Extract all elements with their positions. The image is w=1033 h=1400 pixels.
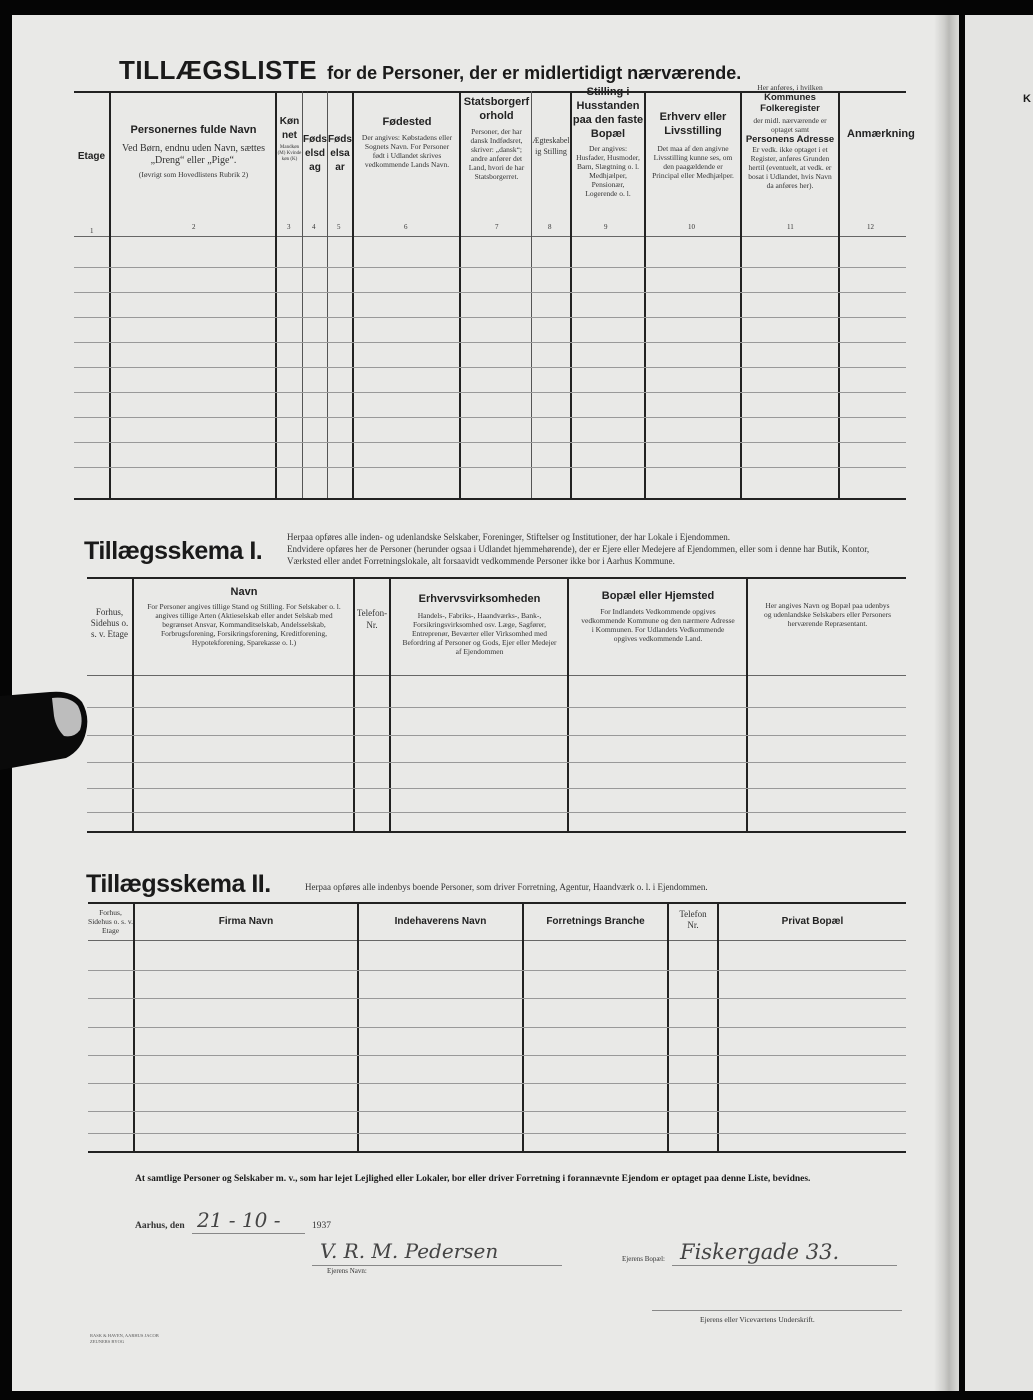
owner-name-label: Ejerens Navn: xyxy=(327,1267,367,1275)
year: 1937 xyxy=(312,1221,331,1231)
col-gender-header: Kønnet Mandkøn (M) Kvindekøn (K) xyxy=(277,116,302,162)
col-remarks-header: Anmærkning xyxy=(847,128,915,140)
col-register-header: Her anføres, i hvilken Kommunes Folkeregister der midl. nærværende er optaget samt Personens Adresse Er vedk. ikke optaget i et Register, anføres Grunden hertil (eventuelt, at vedk. er bosat i Udlandet, hvis Navn da anføres her). xyxy=(745,83,835,190)
page-fold xyxy=(934,15,959,1391)
page-title xyxy=(119,55,741,86)
schema-1-title: Tillægsskema I. xyxy=(84,537,263,565)
schema-1-col-business: Erhvervsvirksomheden Handels-, Fabriks-, Haandværks-, Bank-, Forsikringsvirksomhed osv. Læge, Sagfører, Entreprenør, Beværter eller Virksomhed med Befordring af Personer og Gods, Ejer eller Medejer af Ejendommen xyxy=(402,593,557,656)
schema-2-col-floor: Forhus, Sidehus o. s. v. Etage xyxy=(88,908,133,935)
schema-2-description: Herpaa opføres alle indenbys boende Personer, som driver Forretning, Agentur, Haandværk o. l. i Ejendommen. xyxy=(305,882,708,892)
printer-mark: RASK & HAVEN, AARHUS JACOB ZEUNERS BYOG xyxy=(90,1333,159,1344)
schema-2-col-owner: Indehaverens Navn xyxy=(394,916,487,927)
schema-1-col-floor: Forhus, Sidehus o. s. v. Etage xyxy=(90,607,129,639)
col-household-header: Stilling i Husstanden paa den faste Bopæl Der angives: Husfader, Husmoder, Barn, Slægtning o. l. Medhjælper, Pensionær, Logerende o. l. xyxy=(572,86,644,198)
col-marital-header: Ægteskabelig Stilling xyxy=(532,136,570,156)
facing-page-letter: K xyxy=(1023,93,1031,105)
col-occupation-header: Erhverv eller Livsstilling Det maa af den angivne Livsstilling kunne ses, om den paagældende er Principal eller Medhjælper. xyxy=(652,111,734,180)
title-rest: for de Personer, der er midlertidigt nærværende. xyxy=(327,63,742,83)
form-page: TILLÆGSLISTE for de Personer, der er midlertidigt nærværende. Etage Personernes fulde Navn Ved Børn, endnu uden Navn, sættes „Dreng“ eller „Pige“. (Iøvrigt som Hovedlistens Rubrik 2) Kønnet Mandkøn (M) Kvindekøn (K) Fødselsdag Fødselsaar Fødested Der angives: Købstadens eller Sognets Navn. For Personer født i Udlandet skrives vedkommende Lands Navn. Statsborgerforhold Personer, der har dansk Indfødsret, skriver: „dansk“; andre anfører det Land, hvori de har Statsborgerret. Ægteskabelig Stilling Stilling i Husstanden paa den faste Bopæl Der angives: Husfader, Husmoder, Barn, Slægtning o. l. Medhjælper, Pensionær, Logerende o. l. Erhverv eller Livsstilling Det maa af den angivne Livsstilling kunne ses, om den paagældende er Principal eller Medhjælper. Her anføres, i hvilken Kommunes Folkeregister der midl. nærværende er optaget samt Personens Adresse Er vedk. ikke optaget i et Register, anføres Grunden hertil (eventuelt, at vedk. er bosat i Udlandet, hvis Navn da anføres her). Anmærkning 1 2 3 4 5 6 7 8 9 10 11 12 Tillægsskema I. Herpaa opføres alle inden- og udenlandske Selskaber, Foreninger, Stiftelser og Institutioner, der har Lokale i Ejendommen. Endvidere opføres her de Personer (herunder ogsaa i Udlandet hjemmehørende), der er Ejere eller Medejere af Ejendommen, eller som i denne har Butik, Kontor, Værksted eller andet Forretningslokale, alt forsaavidt vedkommende Personer ikke bor i Aarhus Kommune. Forhus, Sidehus o. s. v. Etage Navn For Personer angives tillige Stand og Stilling. For Selskaber o. l. angives tillige Arten (Aktieselskab eller andet Selskab med begrænset Ansvar, Kommanditselskab, Andelsselskab, Forbrugsforening, Forsikringsforening, Kreditforening, Hypotekforening, Sparekasse o. l.) Telefon-Nr. Erhvervsvirksomheden Handels-, Fabriks-, Haandværks-, Bank-, Forsikringsvirksomhed osv. Læge, Sagfører, Entreprenør, Beværter eller Virksomhed med Befordring af Personer og Gods, Ejer eller Medejer af Ejendommen Bopæl eller Hjemsted For Indlandets Vedkommende opgives vedkommende Kommune og den nærmere Adresse i Kommunen. For Udlandets Vedkommende opgives vedkommende Land. Her angives Navn og Bopæl paa udenbys og udenlandske Selskabers eller Personers herværende Repræsentant. Tillægsskema II. Herpaa opføres alle indenbys boende Personer, som driver Forretning, Agentur, Haandværk o. l. i Ejendommen. Forhus, Sidehus o. s. v. Etage Firma Navn Indehaverens Navn Forretnings Branche Telefon Nr. Privat Bopæl At samtlige Personer og Selskaber m. v., som har lejet Lejlighed eller Lokaler, bor eller driver Forretning i forannævnte Ejendom er optaget paa denne Liste, bevidnes. Aarhus, den 21 - 10 - 1937 V. R. M. Pedersen Ejerens Navn: Ejerens Bopæl: Fiskergade 33. Ejerens eller Viceværtens Underskrift. RASK & HAVEN, AARHUS JACOB ZEUNERS BYOG xyxy=(12,15,959,1391)
col-birthyear-header: Fødselsaar xyxy=(328,134,352,173)
owner-address-label: Ejerens Bopæl: xyxy=(622,1255,665,1263)
schema-1-col-residence: Bopæl eller Hjemsted For Indlandets Vedkommende opgives vedkommende Kommune og den nærmere Adresse i Kommunen. For Udlandets Vedkommende opgives vedkommende Land. xyxy=(581,590,735,643)
schema-1-col-representative: Her angives Navn og Bopæl paa udenbys og udenlandske Selskabers eller Personers herværende Repræsentant. xyxy=(763,601,892,628)
schema-2-col-private: Privat Bopæl xyxy=(781,916,844,927)
col-birthday-header: Fødselsdag xyxy=(303,134,327,173)
facing-page-edge xyxy=(965,15,1033,1391)
col-birthplace-header: Fødested Der angives: Købstadens eller Sognets Navn. For Personer født i Udlandet skrives vedkommende Lands Navn. xyxy=(361,116,453,169)
handwritten-owner-address: Fiskergade 33. xyxy=(680,1240,840,1264)
city-date-label: Aarhus, den xyxy=(135,1221,185,1231)
schema-2-title: Tillægsskema II. xyxy=(86,870,271,898)
col-citizenship-header: Statsborgerforhold Personer, der har dansk Indfødsret, skriver: „dansk“; andre anfører det Land, hvori de har Statsborgerret. xyxy=(463,96,530,181)
schema-2-col-firm: Firma Navn xyxy=(218,916,274,927)
title-main: TILLÆGSLISTE xyxy=(119,55,318,85)
handwritten-date: 21 - 10 - xyxy=(197,1208,281,1232)
signature-label: Ejerens eller Viceværtens Underskrift. xyxy=(700,1315,815,1324)
schema-1-description: Herpaa opføres alle inden- og udenlandske Selskaber, Foreninger, Stiftelser og Institutioner, der har Lokale i Ejendommen. Endvidere opføres her de Personer (herunder ogsaa i Udlandet hjemmehørende), der er Ejere eller Medejere af Ejendommen, eller som i denne har Butik, Kontor, Værksted eller andet Forretningslokale, alt forsaavidt vedkommende Personer ikke bor i Aarhus Kommune. xyxy=(287,532,870,566)
footer-statement: At samtlige Personer og Selskaber m. v., som har lejet Lejlighed eller Lokaler, bor eller driver Forretning i forannævnte Ejendom er optaget paa denne Liste, bevidnes. xyxy=(135,1174,811,1184)
schema-2-col-branch: Forretnings Branche xyxy=(546,916,645,927)
handwritten-owner-name: V. R. M. Pedersen xyxy=(320,1239,499,1263)
schema-1-col-name: Navn For Personer angives tillige Stand og Stilling. For Selskaber o. l. angives tillige Arten (Aktieselskab eller andet Selskab med begrænset Ansvar, Kommanditselskab, Andelsselskab, Forbrugsforening, Forsikringsforening, Kreditforening, Hypotekforening, Sparekasse o. l.) xyxy=(147,586,341,647)
schema-1-col-phone: Telefon-Nr. xyxy=(356,608,388,630)
col-name-header: Personernes fulde Navn Ved Børn, endnu uden Navn, sættes „Dreng“ eller „Pige“. (Iøvrigt som Hovedlistens Rubrik 2) xyxy=(121,124,266,179)
schema-2-col-phone: Telefon Nr. xyxy=(679,909,707,930)
thumb-photo xyxy=(0,688,88,770)
col-etage-header: Etage xyxy=(77,151,106,162)
